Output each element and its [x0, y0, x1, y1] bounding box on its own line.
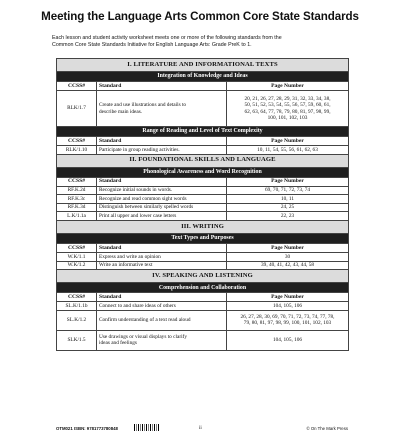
column-headers	[57, 293, 349, 302]
header-ccss: CCSS#	[57, 137, 97, 146]
page-line: 79, 80, 81, 97, 98, 99, 100, 101, 102, 103	[243, 320, 332, 327]
page-numbers: 10, 11	[227, 195, 349, 204]
page-numbers: 104, 105, 106	[227, 330, 349, 350]
ccss-code: W.K/1.2	[57, 261, 97, 270]
ccss-code: SL.K/1.2	[57, 310, 97, 330]
subsection-title: Comprehension and Collaboration	[57, 283, 349, 293]
subsection-title: Text Types and Purposes	[57, 233, 349, 243]
product-code: OTM021 ISBN: 9781773780848	[56, 426, 118, 431]
page-numbers: 24, 25	[227, 203, 349, 212]
intro-text	[52, 35, 352, 49]
section-title: III. WRITING	[57, 220, 349, 233]
subsection-title: Integration of Knowledge and Ideas	[57, 72, 349, 82]
page-numbers	[227, 91, 349, 127]
ccss-code: SL.K/1.1b	[57, 302, 97, 311]
section-header	[57, 220, 349, 233]
table-row	[57, 252, 349, 261]
ccss-code: RF.K.3d	[57, 203, 97, 212]
subsection-header	[57, 233, 349, 243]
subsection-header	[57, 72, 349, 82]
standard-text: Recognize initial sounds in words.	[97, 186, 227, 195]
header-standard: Standard	[97, 243, 227, 252]
page-numbers: 30	[227, 252, 349, 261]
section-title: II. FOUNDATIONAL SKILLS AND LANGUAGE	[57, 154, 349, 167]
standard-text: Express and write an opinion	[97, 252, 227, 261]
page-line: 100, 101, 102, 103	[267, 114, 308, 121]
header-ccss: CCSS#	[57, 177, 97, 186]
page-line: 26, 27, 28, 30, 69, 70, 71, 72, 73, 74, 77, 78,	[240, 313, 335, 320]
ccss-code: SLK/1.5	[57, 330, 97, 350]
standard-line: Use drawings or visual displays to clarify	[99, 333, 187, 340]
table-row	[57, 186, 349, 195]
standard-text: Print all upper and lower case letters	[97, 212, 227, 221]
table-row	[57, 330, 349, 350]
standard-text: Write an informative text	[97, 261, 227, 270]
header-page-number: Page Number	[227, 243, 349, 252]
table-row	[57, 91, 349, 127]
header-page-number: Page Number	[227, 293, 349, 302]
subsection-title: Phonological Awareness and Word Recognition	[57, 167, 349, 177]
header-standard: Standard	[97, 177, 227, 186]
table-row	[57, 146, 349, 155]
table-row	[57, 195, 349, 204]
header-page-number: Page Number	[227, 82, 349, 91]
table-row	[57, 310, 349, 330]
header-page-number: Page Number	[227, 177, 349, 186]
section-header	[57, 270, 349, 283]
subsection-header	[57, 283, 349, 293]
standard-text: Recognize and read common sight words	[97, 195, 227, 204]
section-title: I. LITERATURE AND INFORMATIONAL TEXTS	[57, 59, 349, 72]
table-row	[57, 203, 349, 212]
intro-line: Common Core State Standards Initiative for English Language Arts: Grade PreK to 1.	[52, 42, 252, 49]
subsection-header	[57, 127, 349, 137]
page-line: 62, 63, 64, 77, 78, 79, 80, 81, 97, 98, 99,	[244, 108, 331, 115]
page-numbers: 69, 70, 71, 72, 73, 74	[227, 186, 349, 195]
barcode-icon	[134, 424, 160, 431]
standard-text: Connect to and share ideas of others	[97, 302, 227, 311]
page-numbers: 104, 105, 106	[227, 302, 349, 311]
ccss-code: RF.K.3c	[57, 195, 97, 204]
ccss-code: L.K/1.1a	[57, 212, 97, 221]
standard-text: Distinguish between similarly spelled words	[97, 203, 227, 212]
standard-line: describe main ideas.	[99, 108, 143, 115]
ccss-code: W.K/1.1	[57, 252, 97, 261]
standard-text	[97, 330, 227, 350]
standards-table	[56, 58, 349, 351]
ccss-code: RF.K.2d	[57, 186, 97, 195]
header-ccss: CCSS#	[57, 82, 97, 91]
ccss-code: RLK/1.10	[57, 146, 97, 155]
standard-text: Confirm understanding of a text read aloud	[97, 310, 227, 330]
standard-line: Create and use illustrations and details to	[99, 102, 187, 109]
column-headers	[57, 243, 349, 252]
header-standard: Standard	[97, 137, 227, 146]
section-header	[57, 154, 349, 167]
header-page-number: Page Number	[227, 137, 349, 146]
page-number: ii	[199, 426, 202, 431]
standard-text	[97, 91, 227, 127]
standard-line: ideas and feelings	[99, 340, 137, 347]
ccss-code: RLK/1.7	[57, 91, 97, 127]
header-standard: Standard	[97, 293, 227, 302]
column-headers	[57, 82, 349, 91]
subsection-title: Range of Reading and Level of Text Complexity	[57, 127, 349, 137]
column-headers	[57, 137, 349, 146]
section-header	[57, 59, 349, 72]
page-numbers	[227, 310, 349, 330]
header-standard: Standard	[97, 82, 227, 91]
page-numbers: 39, 40, 41, 42, 43, 44, 58	[227, 261, 349, 270]
page-title: Meeting the Language Arts Common Core State Standards	[41, 10, 359, 23]
page-footer	[56, 424, 348, 434]
copyright: © On The Mark Press	[306, 426, 348, 431]
table-row	[57, 302, 349, 311]
column-headers	[57, 177, 349, 186]
header-ccss: CCSS#	[57, 243, 97, 252]
page-numbers: 10, 11, 54, 55, 56, 61, 62, 63	[227, 146, 349, 155]
page-line: 50, 51, 52, 53, 54, 55, 56, 57, 59, 60, 61,	[244, 102, 331, 109]
subsection-header	[57, 167, 349, 177]
page-line: 20, 21, 26, 27, 28, 29, 31, 32, 33, 34, 38,	[244, 95, 331, 102]
header-ccss: CCSS#	[57, 293, 97, 302]
table-row	[57, 261, 349, 270]
table-row	[57, 212, 349, 221]
section-title: IV. SPEAKING AND LISTENING	[57, 270, 349, 283]
page-numbers: 22, 23	[227, 212, 349, 221]
standard-text: Participate in group reading activities.	[97, 146, 227, 155]
intro-line: Each lesson and student activity worksheet meets one or more of the following standards from the	[52, 35, 282, 41]
